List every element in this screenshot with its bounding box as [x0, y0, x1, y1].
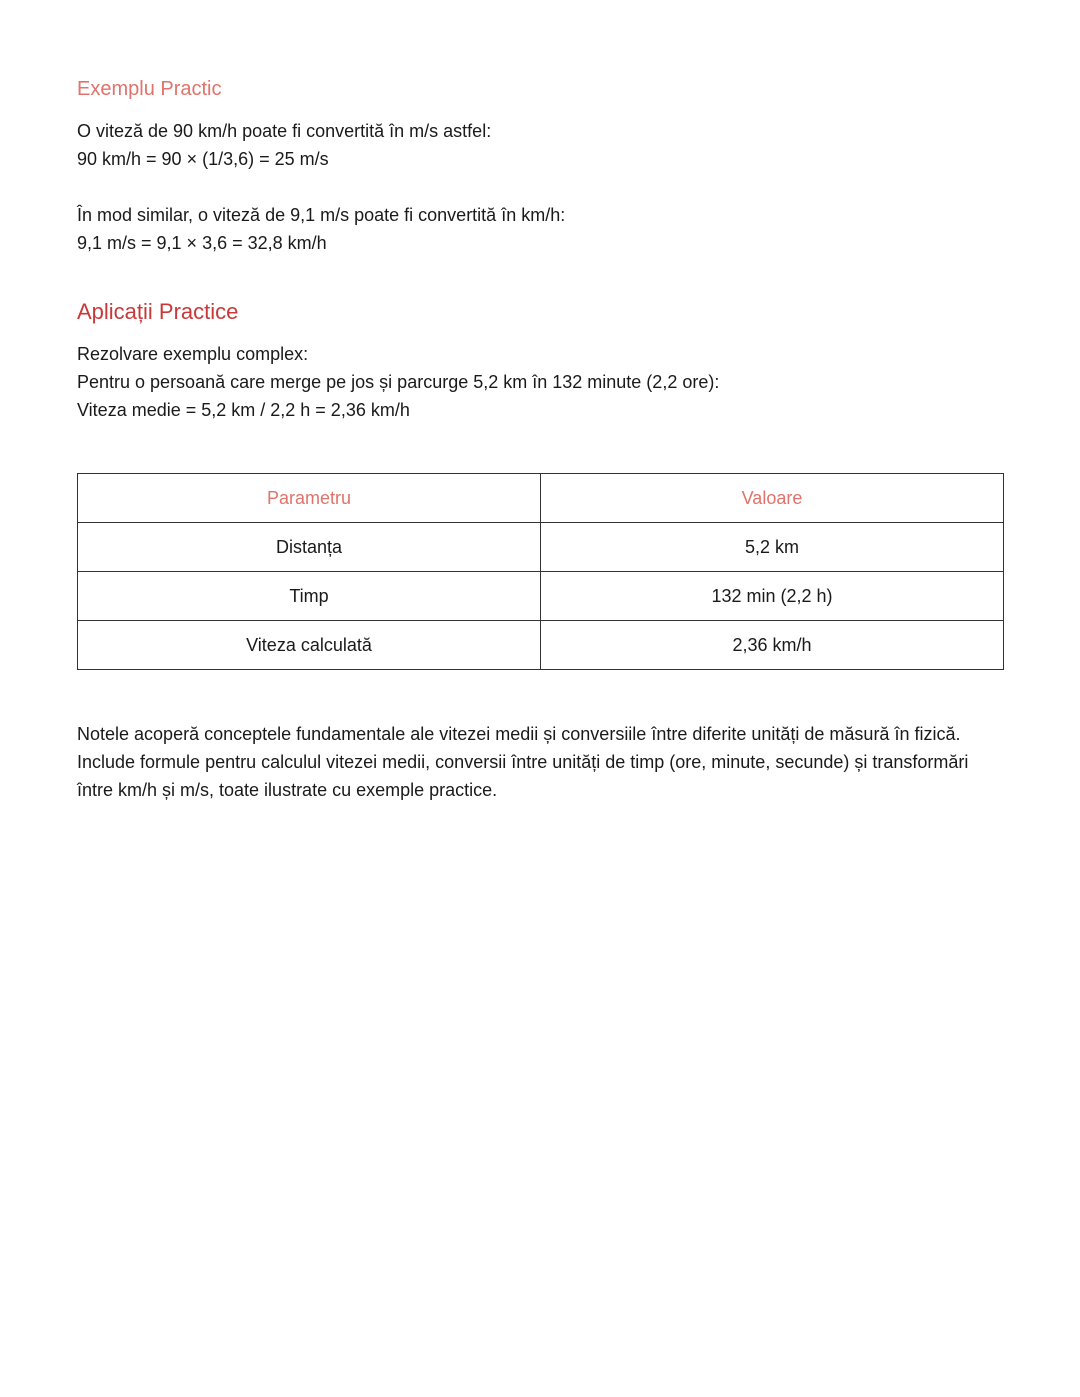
table-cell: Viteza calculată [78, 621, 541, 670]
text-line: 9,1 m/s = 9,1 × 3,6 = 32,8 km/h [77, 233, 327, 253]
text-line: Viteza medie = 5,2 km / 2,2 h = 2,36 km/h [77, 400, 410, 420]
table-cell: 2,36 km/h [541, 621, 1004, 670]
text-line: O viteză de 90 km/h poate fi convertită în m/s astfel: [77, 121, 492, 141]
text-line [77, 173, 565, 201]
practical-example-text [77, 117, 565, 257]
table-cell: 5,2 km [541, 523, 1004, 572]
table-header-row [78, 474, 1004, 523]
text-line: 90 km/h = 90 × (1/3,6) = 25 m/s [77, 149, 329, 169]
section-heading-practical-example: Exemplu Practic [77, 78, 222, 100]
table-cell: Timp [78, 572, 541, 621]
table-row [78, 523, 1004, 572]
practical-applications-text [77, 340, 719, 424]
table-cell: 132 min (2,2 h) [541, 572, 1004, 621]
text-line: Rezolvare exemplu complex: [77, 344, 309, 364]
parameters-table [77, 473, 1004, 670]
table-cell: Distanța [78, 523, 541, 572]
table-row [78, 621, 1004, 670]
table-row [78, 572, 1004, 621]
text-line: În mod similar, o viteză de 9,1 m/s poate fi convertită în km/h: [77, 205, 566, 225]
section-heading-practical-applications: Aplicații Practice [77, 299, 239, 324]
column-header: Parametru [78, 474, 541, 523]
column-header: Valoare [541, 474, 1004, 523]
summary-paragraph: Notele acoperă conceptele fundamentale ale vitezei medii și conversiile între diferite unități de măsură în fizică. Include formule pentru calculul vitezei medii, conversii între unități de timp (ore, minute, secunde) și transformări între km/h și m/s, toate ilustrate cu exemple practice. [77, 724, 969, 800]
text-line: Pentru o persoană care merge pe jos și parcurge 5,2 km în 132 minute (2,2 ore): [77, 372, 720, 392]
